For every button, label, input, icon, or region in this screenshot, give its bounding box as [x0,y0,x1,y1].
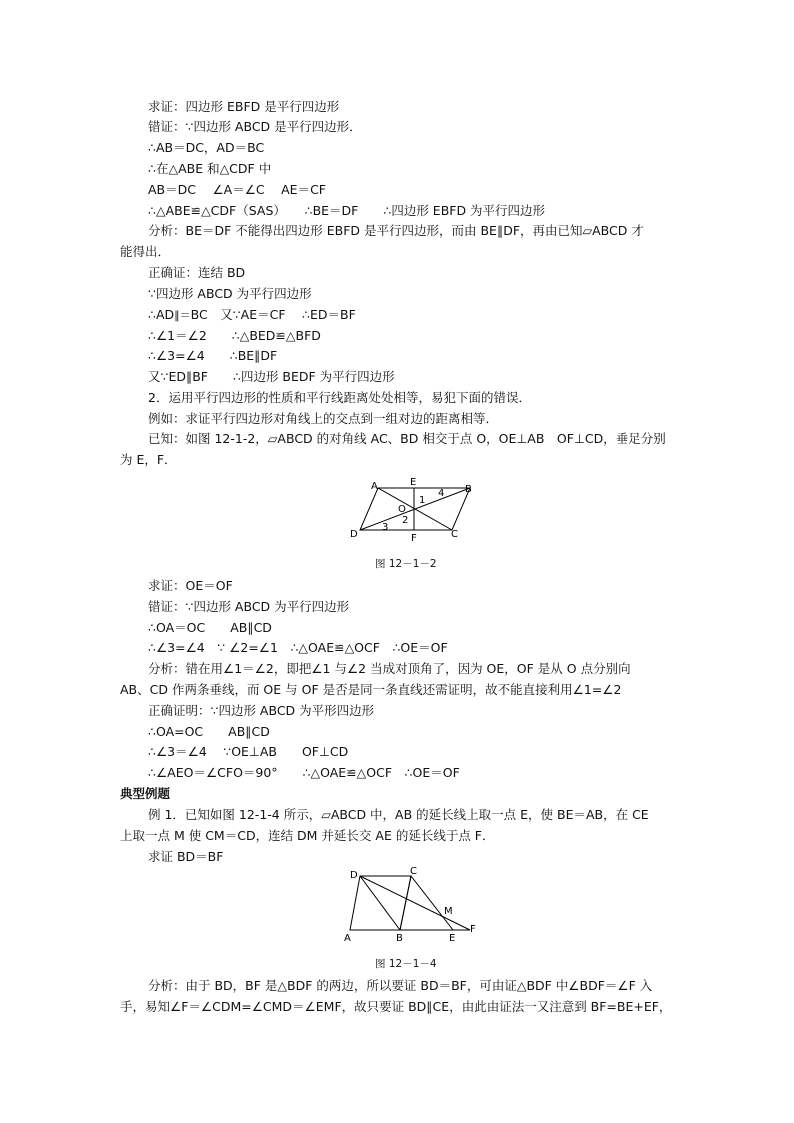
label-e: E [449,933,456,944]
text-line: ∴△ABE≌△CDF（SAS） ∴BE＝DF ∴四边形 EBFD 为平行四边形 [148,203,546,218]
text-line: ∴∠3=∠4 ∵ ∠2=∠1 ∴△OAE≌△OCF ∴OE＝OF [148,640,448,655]
text-line: ∴∠1＝∠2 ∴△BED≌△BFD [148,328,321,343]
label-c: C [451,529,458,540]
text-line: 正确证：连结 BD [148,265,246,280]
label-o: O [398,504,406,515]
label-f: F [470,924,476,935]
text-line: 2．运用平行四边形的性质和平行线距离处处相等，易犯下面的错误． [148,390,531,405]
label-2: 2 [402,515,409,526]
label-1: 1 [419,495,426,506]
section-heading: 典型例题 [120,786,171,801]
figure-caption: 图 12－1－2 [375,558,437,570]
text-line: ∴OA＝OC AB∥CD [148,620,272,635]
text-line: 错证：∵四边形 ABCD 是平行四边形． [148,119,362,134]
text-line: 正确证明：∵四边形 ABCD 为平形四边形 [148,703,375,718]
diagonal-bd [360,488,470,530]
text-line: ∴∠3＝∠4 ∵OE⊥AB OF⊥CD [148,744,349,759]
diagonal-bd [360,876,400,930]
text-line: AB＝DC ∠A＝∠C AE＝CF [148,182,326,197]
label-b: B [396,933,403,944]
label-d: D [350,870,358,881]
text-line: 又∵ED∥BF ∴四边形 BEDF 为平行四边形 [148,369,395,384]
text-line: 分析：BE＝DF 不能得出四边形 EBFD 是平行四边形，而由 BE∥DF，再由已知▱ABCD 才 [148,223,644,238]
text-line: ∴∠3=∠4 ∴BE∥DF [148,348,278,363]
text-line: ∴在△ABE 和△CDF 中 [148,161,272,176]
label-c: C [410,866,417,877]
text-line: ∴AB＝DC，AD＝BC [148,140,265,155]
label-a: A [344,933,351,944]
text-line: 手，易知∠F＝∠CDM=∠CMD＝∠EMF，故只要证 BD∥CE，由此由证法一又注意到 BF=BE+EF， [120,999,672,1014]
text-line: 能得出． [120,244,171,259]
text-line: 分析：由于 BD，BF 是△BDF 的两边，所以要证 BD＝BF，可由证△BDF 中∠BDF＝∠F 入 [148,978,653,993]
figure-caption: 图 12－1－4 [375,958,437,970]
text-segment: BC 又∵AE＝CF ∴ED＝BF [190,307,356,322]
text-line: 例 1．已知如图 12-1-4 所示，▱ABCD 中，AB 的延长线上取一点 E，使 BE＝AB，在 CE [148,807,649,822]
figure-12-1-2 [345,474,470,544]
parallel-equal-symbol: ∥＝ [174,309,191,322]
figure-12-1-4 [340,864,480,944]
text-line: 求证：OE＝OF [148,578,233,593]
text-line: 例如：求证平行四边形对角线上的交点到一组对边的距离相等． [148,411,499,426]
segment-df [360,876,470,930]
text-line: ∴∠AEO＝∠CFO＝90° ∴△OAE≌△OCF ∴OE＝OF [148,765,460,780]
text-line: 求证 BD＝BF [148,849,224,864]
text-line: 分析：错在用∠1＝∠2，即把∠1 与∠2 当成对顶角了，因为 OE，OF 是从 O 点分别向 [148,661,631,676]
segment-ce [411,876,453,930]
text-line [148,306,356,325]
label-e: E [410,477,417,488]
label-3: 3 [382,522,389,533]
text-line: 错证：∵四边形 ABCD 为平行四边形 [148,599,350,614]
segment-bc-extra [400,876,411,930]
label-f: F [411,533,417,544]
label-m: M [444,906,453,917]
text-line: 已知：如图 12-1-2，▱ABCD 的对角线 AC、BD 相交于点 O，OE⊥AB OF⊥CD，垂足分别 [148,431,666,446]
text-line: ∴OA=OC AB∥CD [148,724,270,739]
label-a: A [371,481,378,492]
text-segment: ∴AD [148,307,175,322]
text-line: AB、CD 作两条垂线，而 OE 与 OF 是否是同一条直线还需证明，故不能直接利用∠1=∠2 [120,682,622,697]
text-line: 为 E，F． [120,452,177,467]
label-4: 4 [438,488,445,499]
text-line: ∵四边形 ABCD 为平行四边形 [148,286,312,301]
label-d: D [350,529,358,540]
text-line: 求证：四边形 EBFD 是平行四边形 [148,99,340,114]
label-b: B [465,484,472,495]
text-line: 上取一点 M 使 CM＝CD，连结 DM 并延长交 AE 的延长线于点 F． [120,828,495,843]
